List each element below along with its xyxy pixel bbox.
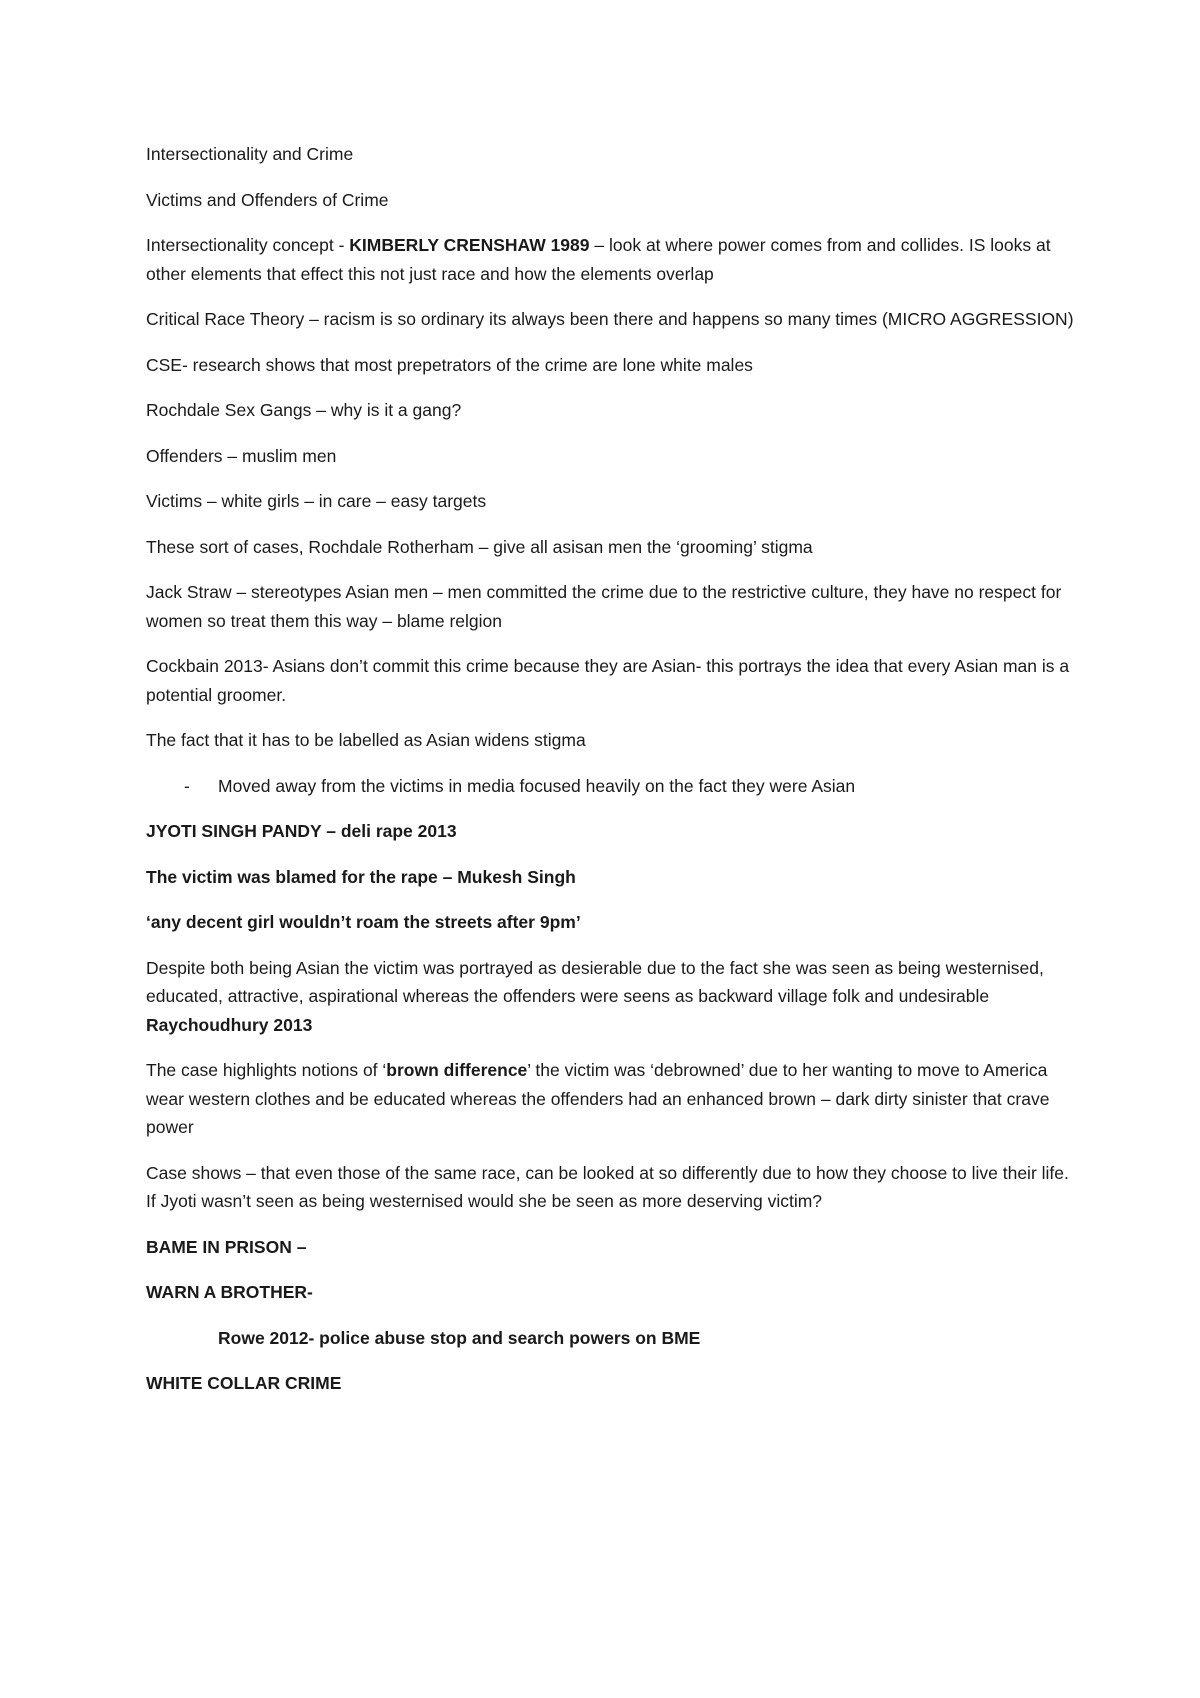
despite-text: Despite both being Asian the victim was portrayed as desierable due to the fact she was seen as being westernised, educated, attractive, aspirational whereas the offenders were seens as backward village folk and undesirable xyxy=(146,957,1044,1006)
paragraph-labelled: The fact that it has to be labelled as Asian widens stigma xyxy=(146,730,586,750)
paragraph-cases: These sort of cases, Rochdale Rotherham – give all asisan men the ‘grooming’ stigma xyxy=(146,536,813,557)
paragraph-despite xyxy=(146,954,1081,1040)
paragraph-critical-race-theory: Critical Race Theory – racism is so ordinary its always been there and happens so many times (MICRO AGGRESSION) xyxy=(146,309,1074,329)
paragraph-intersectionality xyxy=(146,231,1081,288)
paragraph-offenders: Offenders – muslim men xyxy=(146,445,337,466)
heading-jyoti: JYOTI SINGH PANDY – deli rape 2013 xyxy=(146,821,457,841)
paragraph-cockbain: Cockbain 2013- Asians don’t commit this crime because they are Asian- this portrays the idea that every Asian man is a potential groomer. xyxy=(146,656,1070,705)
heading-bame-prison: BAME IN PRISON – xyxy=(146,1236,307,1257)
paragraph-victims: Victims – white girls – in care – easy targets xyxy=(146,491,487,511)
raychoudhury-reference: Raychoudhury 2013 xyxy=(146,1014,313,1035)
crenshaw-reference: KIMBERLY CRENSHAW 1989 xyxy=(349,235,590,255)
paragraph-case-shows: Case shows – that even those of the same race, can be looked at so differently due to how they choose to live their life. If Jyoti wasn’t seen as being westernised would she be seen as more deserving victim? xyxy=(146,1162,1069,1211)
bullet-dash: - xyxy=(184,775,190,796)
document-subtitle: Victims and Offenders of Crime xyxy=(146,189,389,210)
intersectionality-text: Intersectionality concept - xyxy=(146,235,350,255)
paragraph-cse: CSE- research shows that most prepetrators of the crime are lone white males xyxy=(146,354,753,375)
heading-victim-blamed: The victim was blamed for the rape – Mukesh Singh xyxy=(146,866,576,887)
paragraph-brown-difference xyxy=(146,1056,1081,1142)
brown-text-end: ’ the victim was ‘debrowned’ due to her wanting to move to America wear western clothes and be educated whereas the offenders had an enhanced brown – dark dirty sinister that crave power xyxy=(146,1060,1050,1137)
document-body xyxy=(146,140,1081,1415)
heading-rowe: Rowe 2012- police abuse stop and search powers on BME xyxy=(218,1327,701,1348)
heading-white-collar-crime: WHITE COLLAR CRIME xyxy=(146,1373,342,1393)
brown-difference-term: brown difference xyxy=(386,1060,528,1080)
document-title: Intersectionality and Crime xyxy=(146,144,354,164)
list-item xyxy=(146,772,1081,801)
heading-warn-a-brother: WARN A BROTHER- xyxy=(146,1282,313,1302)
heading-quote: ‘any decent girl wouldn’t roam the streets after 9pm’ xyxy=(146,912,581,932)
intersectionality-description: – look at where power comes from and collides. IS looks at other elements that effect this not just race and how the elements overlap xyxy=(146,235,1051,284)
brown-text-start: The case highlights notions of ‘ xyxy=(146,1060,387,1080)
bullet-text: Moved away from the victims in media focused heavily on the fact they were Asian xyxy=(218,775,856,796)
paragraph-rochdale: Rochdale Sex Gangs – why is it a gang? xyxy=(146,400,462,420)
paragraph-jack-straw: Jack Straw – stereotypes Asian men – men committed the crime due to the restrictive culture, they have no respect for women so treat them this way – blame relgion xyxy=(146,582,1062,631)
